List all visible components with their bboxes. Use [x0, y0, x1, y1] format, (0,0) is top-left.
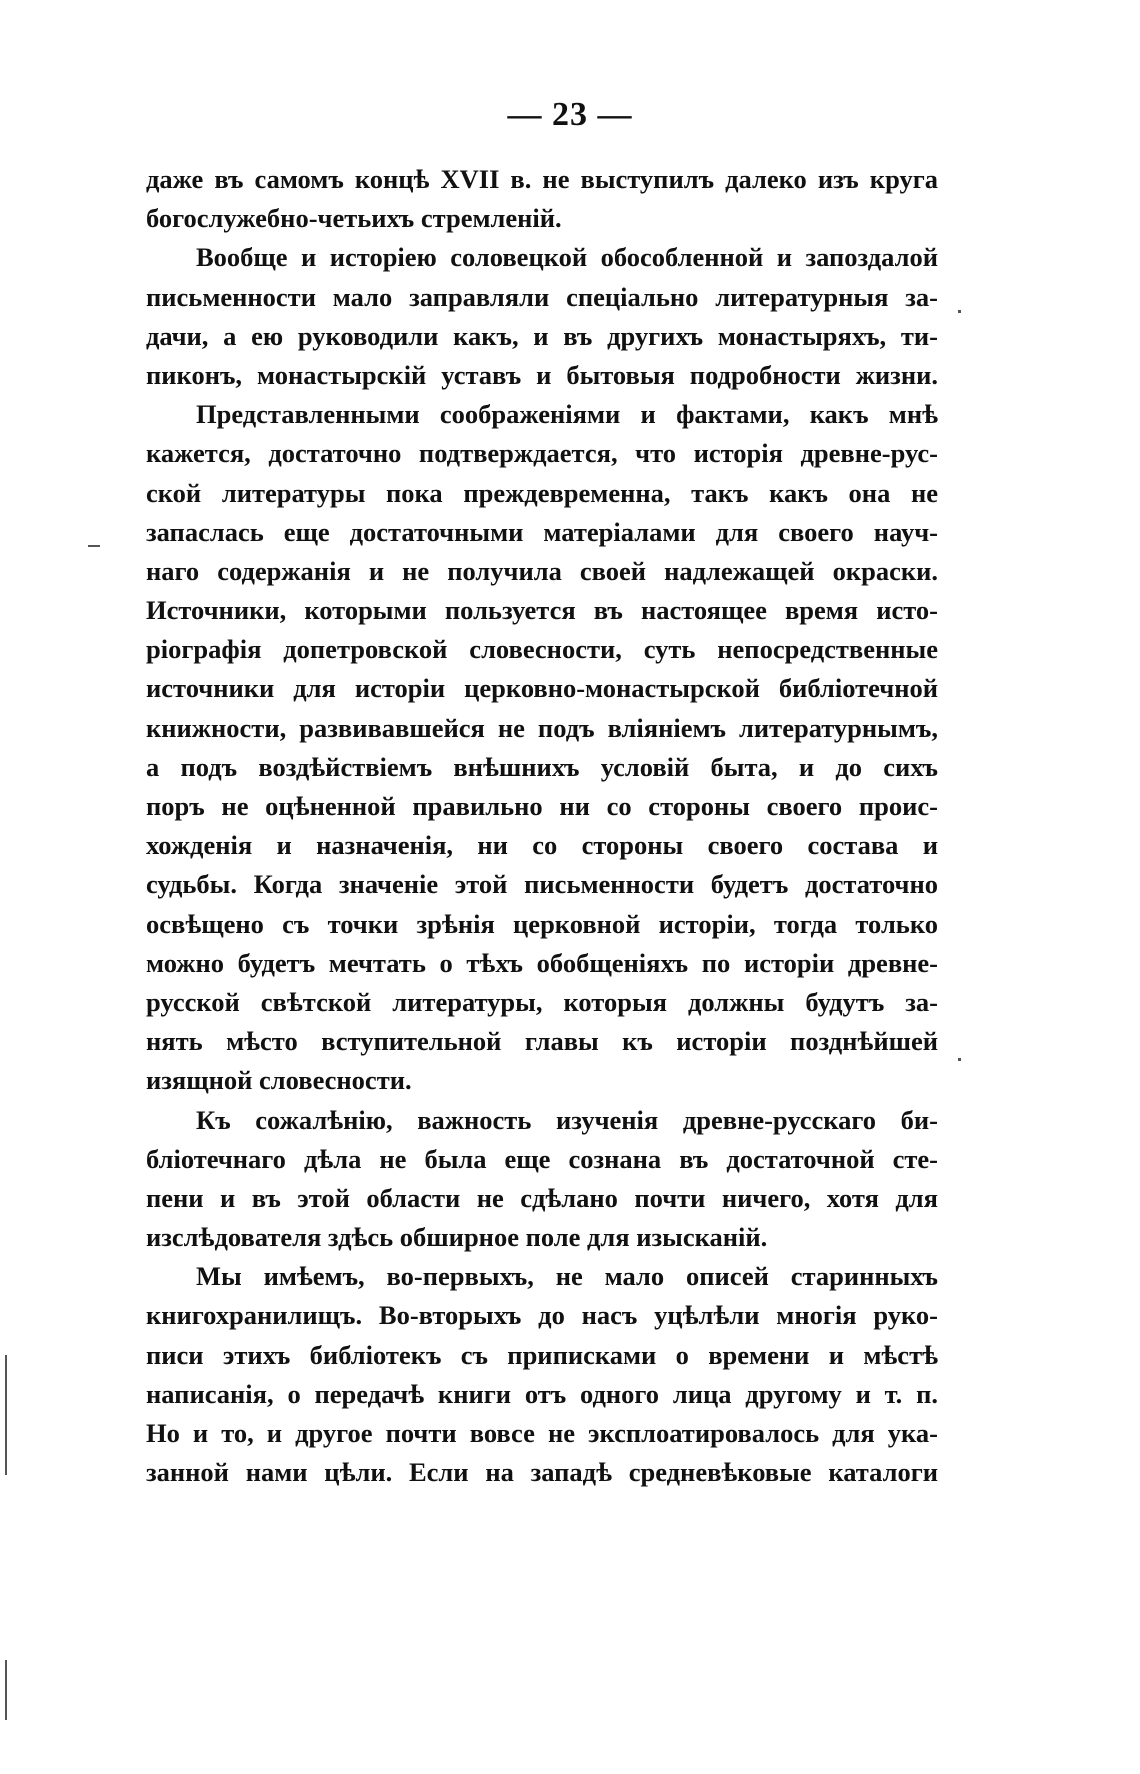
- text-line: Къ сожалѣнію, важность изученія древне-русскаго би-: [196, 1104, 938, 1135]
- text-line: запаслась еще достаточными матеріалами для своего науч-: [146, 516, 938, 547]
- margin-mark: [5, 1355, 7, 1475]
- text-line: дачи, а ею руководили какъ, и въ другихъ монастыряхъ, ти-: [146, 320, 938, 351]
- text-line: писи этихъ библіотекъ съ приписками о времени и мѣстѣ: [146, 1339, 938, 1370]
- text-line: кажется, достаточно подтверждается, что исторія древне-рус-: [146, 438, 938, 469]
- text-line: написанія, о передачѣ книги отъ одного лица другому и т. п.: [146, 1378, 938, 1409]
- text-line: освѣщено съ точки зрѣнія церковной исторіи, тогда только: [146, 908, 938, 939]
- text-line: наго содержанія и не получила своей надлежащей окраски.: [146, 555, 938, 586]
- text-line: ской литературы пока преждевременна, такъ какъ она не: [146, 477, 938, 508]
- text-line: книжности, развивавшейся не подъ вліяніемъ литературнымъ,: [146, 712, 938, 743]
- text-line: изящной словесности.: [146, 1065, 412, 1096]
- text-line: Вообще и исторіею соловецкой обособленной и запоздалой: [196, 242, 938, 273]
- text-line: изслѣдователя здѣсь обширное поле для изысканій.: [146, 1222, 768, 1253]
- body-text: [146, 160, 938, 1492]
- margin-mark: [88, 545, 100, 547]
- text-line: Представленными соображеніями и фактами, какъ мнѣ: [196, 399, 938, 430]
- margin-mark: [958, 1058, 961, 1061]
- text-line: судьбы. Когда значеніе этой письменности будетъ достаточно: [146, 869, 938, 900]
- text-line: книгохранилищъ. Во-вторыхъ до насъ уцѣлѣли многія руко-: [146, 1300, 938, 1331]
- text-line: Но и то, и другое почти вовсе не эксплоатировалось для ука-: [146, 1418, 938, 1448]
- text-line: поръ не оцѣненной правильно ни со стороны своего проис-: [146, 791, 938, 821]
- text-line: а подъ воздѣйствіемъ внѣшнихъ условій быта, и до сихъ: [146, 751, 938, 782]
- text-line: занной нами цѣли. Если на западѣ средневѣковые каталоги: [146, 1457, 938, 1488]
- text-line: русской свѣтской литературы, которыя должны будутъ за-: [146, 986, 938, 1017]
- margin-mark: [5, 1660, 7, 1720]
- page-number: — 23 —: [507, 96, 633, 133]
- text-line: нять мѣсто вступительной главы къ исторіи позднѣйшей: [146, 1026, 938, 1057]
- text-line: пени и въ этой области не сдѣлано почти ничего, хотя для: [146, 1182, 938, 1213]
- text-line: пиконъ, монастырскій уставъ и бытовыя подробности жизни.: [146, 359, 938, 390]
- text-line: источники для исторіи церковно-монастырской библіотечной: [146, 673, 938, 704]
- text-line: даже въ самомъ концѣ XVII в. не выступилъ далеко изъ круга: [146, 164, 938, 194]
- text-line: Мы имѣемъ, во-первыхъ, не мало описей старинныхъ: [196, 1261, 938, 1292]
- text-line: письменности мало заправляли спеціально литературныя за-: [146, 281, 938, 312]
- text-line: хожденія и назначенія, ни со стороны своего состава и: [146, 830, 938, 861]
- text-line: богослужебно-четьихъ стремленій.: [146, 203, 562, 234]
- text-line: можно будетъ мечтать о тѣхъ обобщеніяхъ по исторіи древне-: [146, 947, 938, 978]
- margin-mark: [958, 310, 961, 313]
- text-line: Источники, которыми пользуется въ настоящее время исто-: [146, 595, 938, 626]
- text-line: ріографія допетровской словесности, суть непосредственные: [146, 634, 938, 665]
- text-line: бліотечнаго дѣла не была еще сознана въ достаточной сте-: [146, 1143, 938, 1174]
